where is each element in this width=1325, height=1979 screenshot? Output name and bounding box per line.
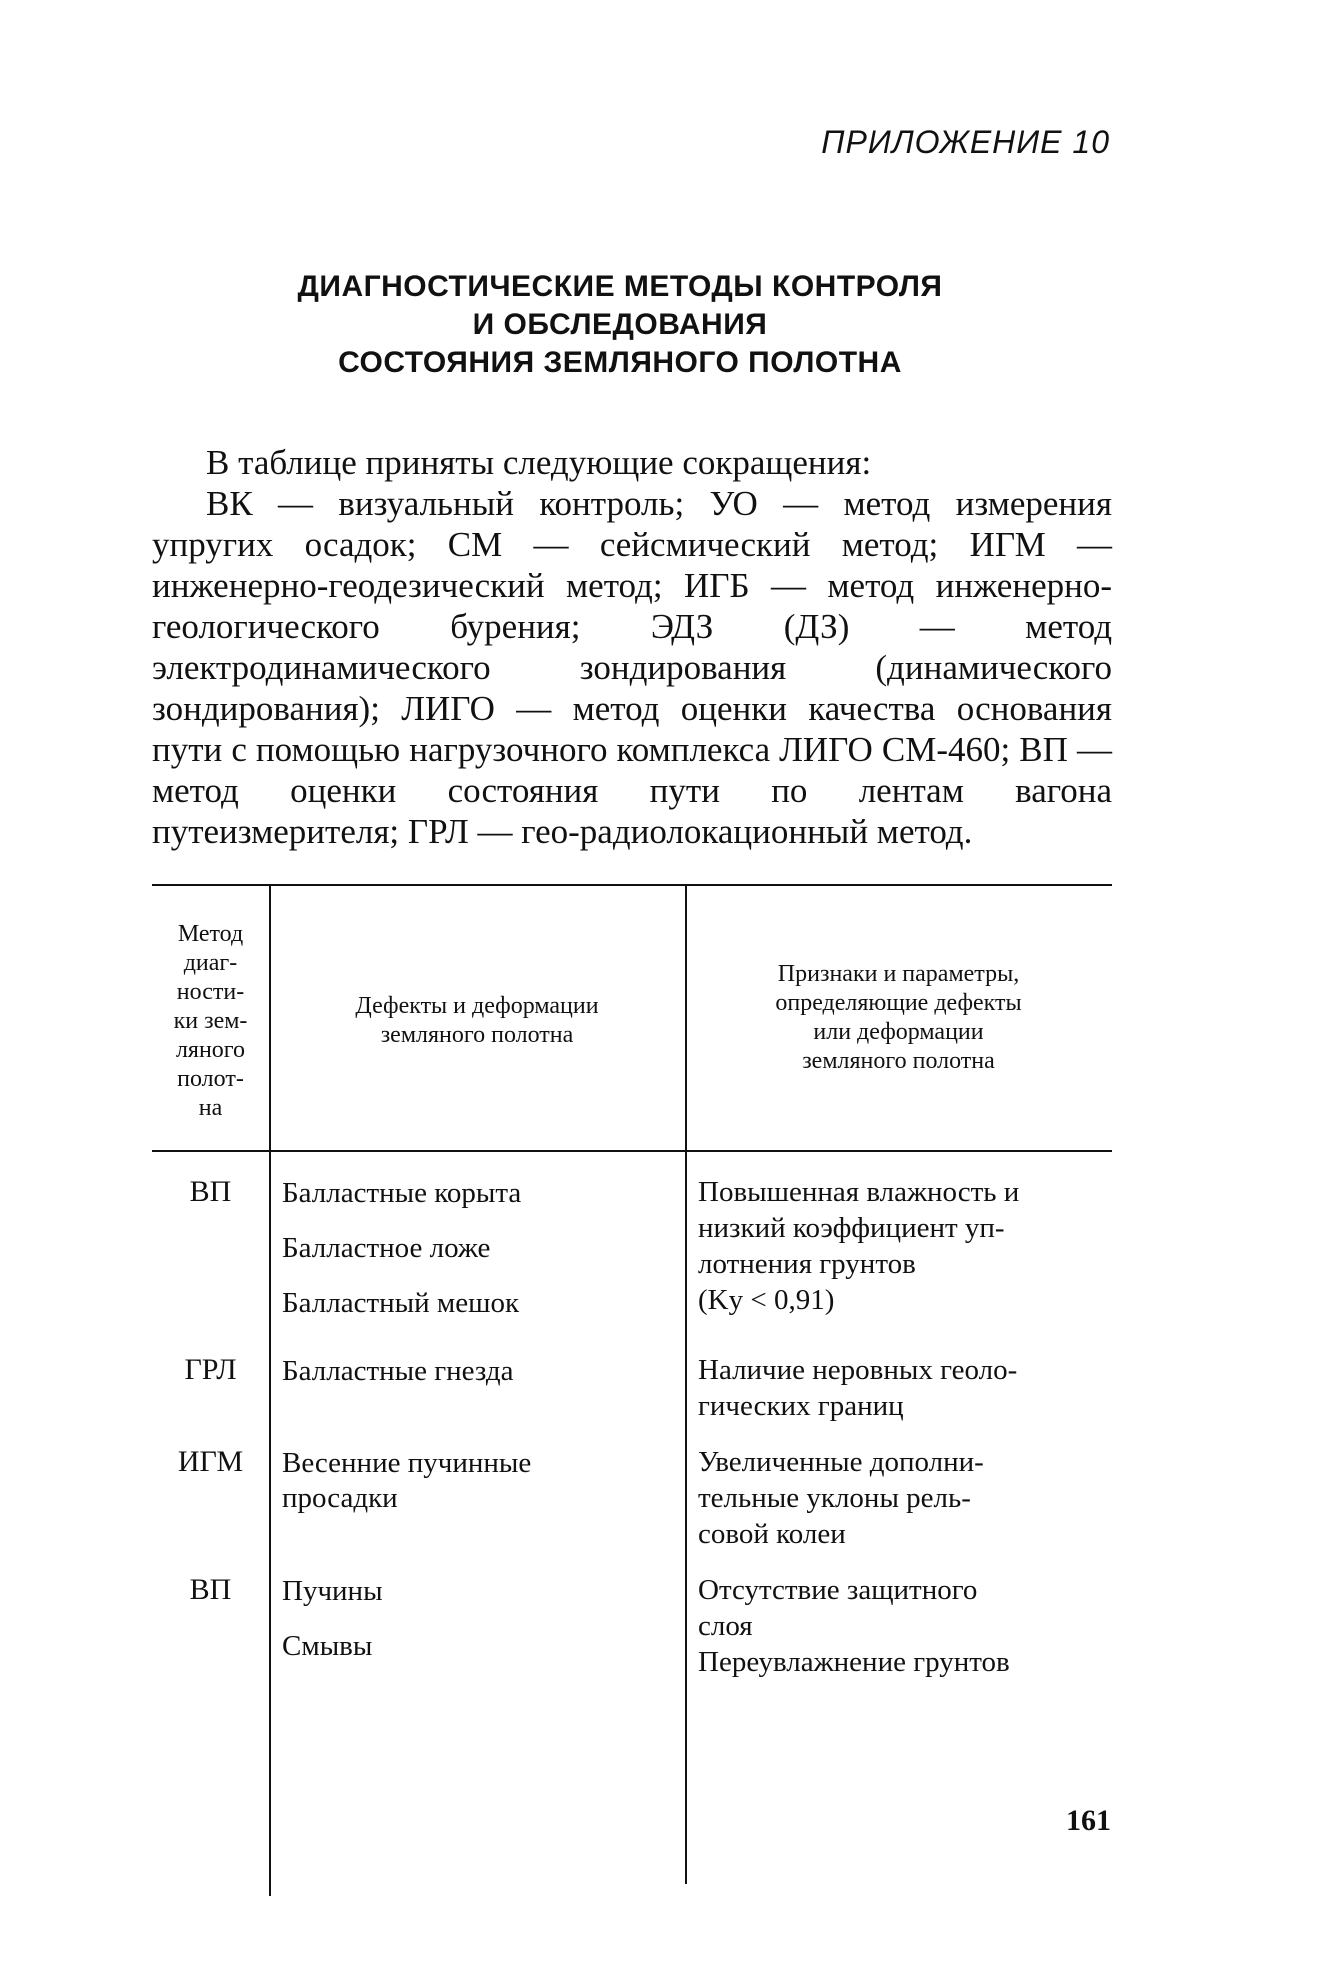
methods-table	[152, 884, 1112, 1960]
row-1-sign-text: Повышенная влажность и низкий коэффициент уп- лотнения грунтов	[698, 1176, 1020, 1280]
row-1-defect-b: Балластное ложе	[282, 1232, 491, 1264]
row-3-method: ИГМ	[177, 1445, 244, 1478]
row-3-defect-a: Весенние пучинные просадки	[282, 1447, 532, 1514]
row-2-signs	[698, 1352, 1108, 1424]
row-4-defect-b: Смывы	[282, 1630, 373, 1662]
header-signs: Признаки и параметры, определяющие дефекты или деформации земляного полотна	[775, 961, 1022, 1074]
intro-lead: В таблице приняты следующие сокращения:	[206, 443, 872, 482]
row-4-signs	[698, 1572, 1108, 1680]
row-3-defects	[282, 1446, 677, 1516]
title-line-3: СОСТОЯНИЯ ЗЕМЛЯНОГО ПОЛОТНА	[338, 346, 902, 379]
header-method: Метод диаг- ности- ки зем- ляного полот- на	[173, 921, 248, 1121]
intro-text	[152, 442, 1112, 852]
title-line-1: ДИАГНОСТИЧЕСКИЕ МЕТОДЫ КОНТРОЛЯ	[297, 270, 943, 303]
row-1-defects	[282, 1176, 677, 1321]
row-1-defect-a: Балластные корыта	[282, 1177, 522, 1209]
row-4-defect-a: Пучины	[282, 1575, 383, 1607]
row-4-method: ВП	[189, 1573, 232, 1606]
table-header-rule	[152, 1150, 1112, 1152]
row-1-signs	[698, 1174, 1108, 1318]
row-2-defect-a: Балластные гнезда	[282, 1355, 514, 1387]
header-defects: Дефекты и деформации земляного полотна	[355, 993, 599, 1048]
row-4-defects	[282, 1574, 677, 1664]
row-2-method: ГРЛ	[184, 1353, 237, 1386]
row-4-sign-text: Отсутствие защитного слоя	[698, 1574, 978, 1642]
row-4-sign-text-2: Переувлажнение грунтов	[698, 1646, 1010, 1678]
row-1-method: ВП	[189, 1175, 232, 1208]
row-3-sign-text: Увеличенные дополни- тельные уклоны рель- совой колеи	[698, 1446, 984, 1550]
row-1-defect-c: Балластный мешок	[282, 1287, 520, 1319]
row-3-signs	[698, 1444, 1108, 1552]
row-1-sign-formula: (Kу < 0,91)	[698, 1284, 835, 1316]
table-top-rule	[152, 884, 1112, 886]
document-title	[0, 268, 1240, 382]
page-number: 161	[1066, 1804, 1111, 1837]
row-2-defects	[282, 1354, 677, 1389]
abbreviations-paragraph: ВК — визуальный контроль; УО — метод измерения упругих осадок; СМ — сейсмический метод; ИГМ — инженерно-геодезический метод; ИГБ — метод инженерно-геологического бурения; ЭДЗ (ДЗ) — метод электродинамического зондирования (динамического зондирования); ЛИГО — метод оценки качества основания пути с помощью нагрузочного комплекса ЛИГО СМ-460; ВП — метод оценки состояния пути по лентам вагона путеизмерителя; ГРЛ — гео-радиолокационный метод.	[152, 484, 1112, 851]
row-2-sign-text: Наличие неровных геоло- гических границ	[698, 1354, 1018, 1422]
appendix-label: ПРИЛОЖЕНИЕ 10	[821, 124, 1110, 160]
title-line-2: И ОБСЛЕДОВАНИЯ	[472, 308, 768, 341]
